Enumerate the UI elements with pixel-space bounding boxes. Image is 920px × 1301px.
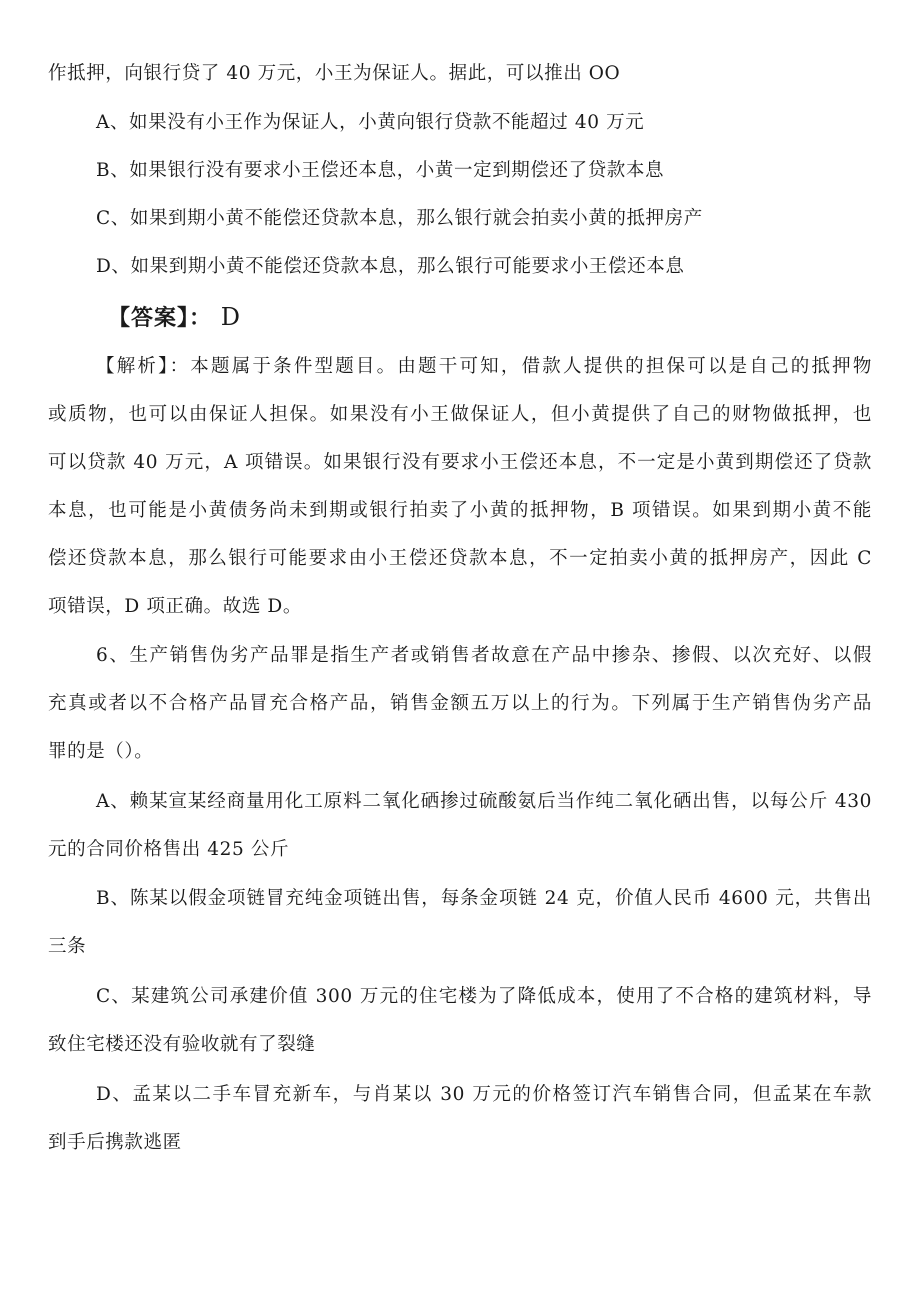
analysis-line: 本息，也可能是小黄债务尚未到期或银行拍卖了小黄的抵押物，B 项错误。如果到期小黄不能 (48, 500, 872, 521)
question-5-option-c: C、如果到期小黄不能偿还贷款本息，那么银行就会拍卖小黄的抵押房产 (96, 208, 703, 229)
question-5-stem-tail: 作抵押，向银行贷了 40 万元，小王为保证人。据此，可以推出 OO (48, 63, 621, 84)
analysis-line: 可以贷款 40 万元，A 项错误。如果银行没有要求小王偿还本息，不一定是小黄到期偿还了贷款 (48, 452, 872, 473)
answer-value: D (220, 303, 241, 331)
question-5-option-a: A、如果没有小王作为保证人，小黄向银行贷款不能超过 40 万元 (96, 112, 645, 133)
question-6-option-c-cont: 致住宅楼还没有验收就有了裂缝 (48, 1034, 316, 1055)
question-6-option-a-cont: 元的合同价格售出 425 公斤 (48, 839, 290, 860)
question-6-option-d-cont: 到手后携款逃匿 (48, 1132, 182, 1153)
question-6-option-b: B、陈某以假金项链冒充纯金项链出售，每条金项链 24 克，价值人民币 4600 元，共售出 (96, 888, 872, 909)
question-5-option-b: B、如果银行没有要求小王偿还本息，小黄一定到期偿还了贷款本息 (96, 160, 665, 181)
question-6-stem-line: 充真或者以不合格产品冒充合格产品，销售金额五万以上的行为。下列属于生产销售伪劣产品 (48, 693, 872, 714)
answer-heading (108, 300, 241, 336)
question-6-stem-line: 罪的是（）。 (48, 741, 154, 762)
question-5-option-d: D、如果到期小黄不能偿还贷款本息，那么银行可能要求小王偿还本息 (96, 256, 685, 277)
question-6-option-d: D、孟某以二手车冒充新车，与肖某以 30 万元的价格签订汽车销售合同，但孟某在车款 (96, 1084, 872, 1105)
analysis-line: 或质物，也可以由保证人担保。如果没有小王做保证人，但小黄提供了自己的财物做抵押，也 (48, 404, 872, 425)
question-6-option-b-cont: 三条 (48, 936, 87, 957)
analysis-line: 项错误，D 项正确。故选 D。 (48, 596, 302, 617)
answer-label: 【答案】： (108, 306, 213, 331)
question-6-stem-line: 6、生产销售伪劣产品罪是指生产者或销售者故意在产品中掺杂、掺假、以次充好、以假 (96, 645, 872, 666)
analysis-line: 偿还贷款本息，那么银行可能要求由小王偿还贷款本息，不一定拍卖小黄的抵押房产，因此 C (48, 548, 872, 569)
question-6-option-a: A、赖某宣某经商量用化工原料二氧化硒掺过硫酸氨后当作纯二氧化硒出售，以每公斤 430 (96, 791, 872, 812)
analysis-line: 【解析】：本题属于条件型题目。由题干可知，借款人提供的担保可以是自己的抵押物 (96, 356, 872, 377)
question-6-option-c: C、某建筑公司承建价值 300 万元的住宅楼为了降低成本，使用了不合格的建筑材料，导 (96, 986, 872, 1007)
